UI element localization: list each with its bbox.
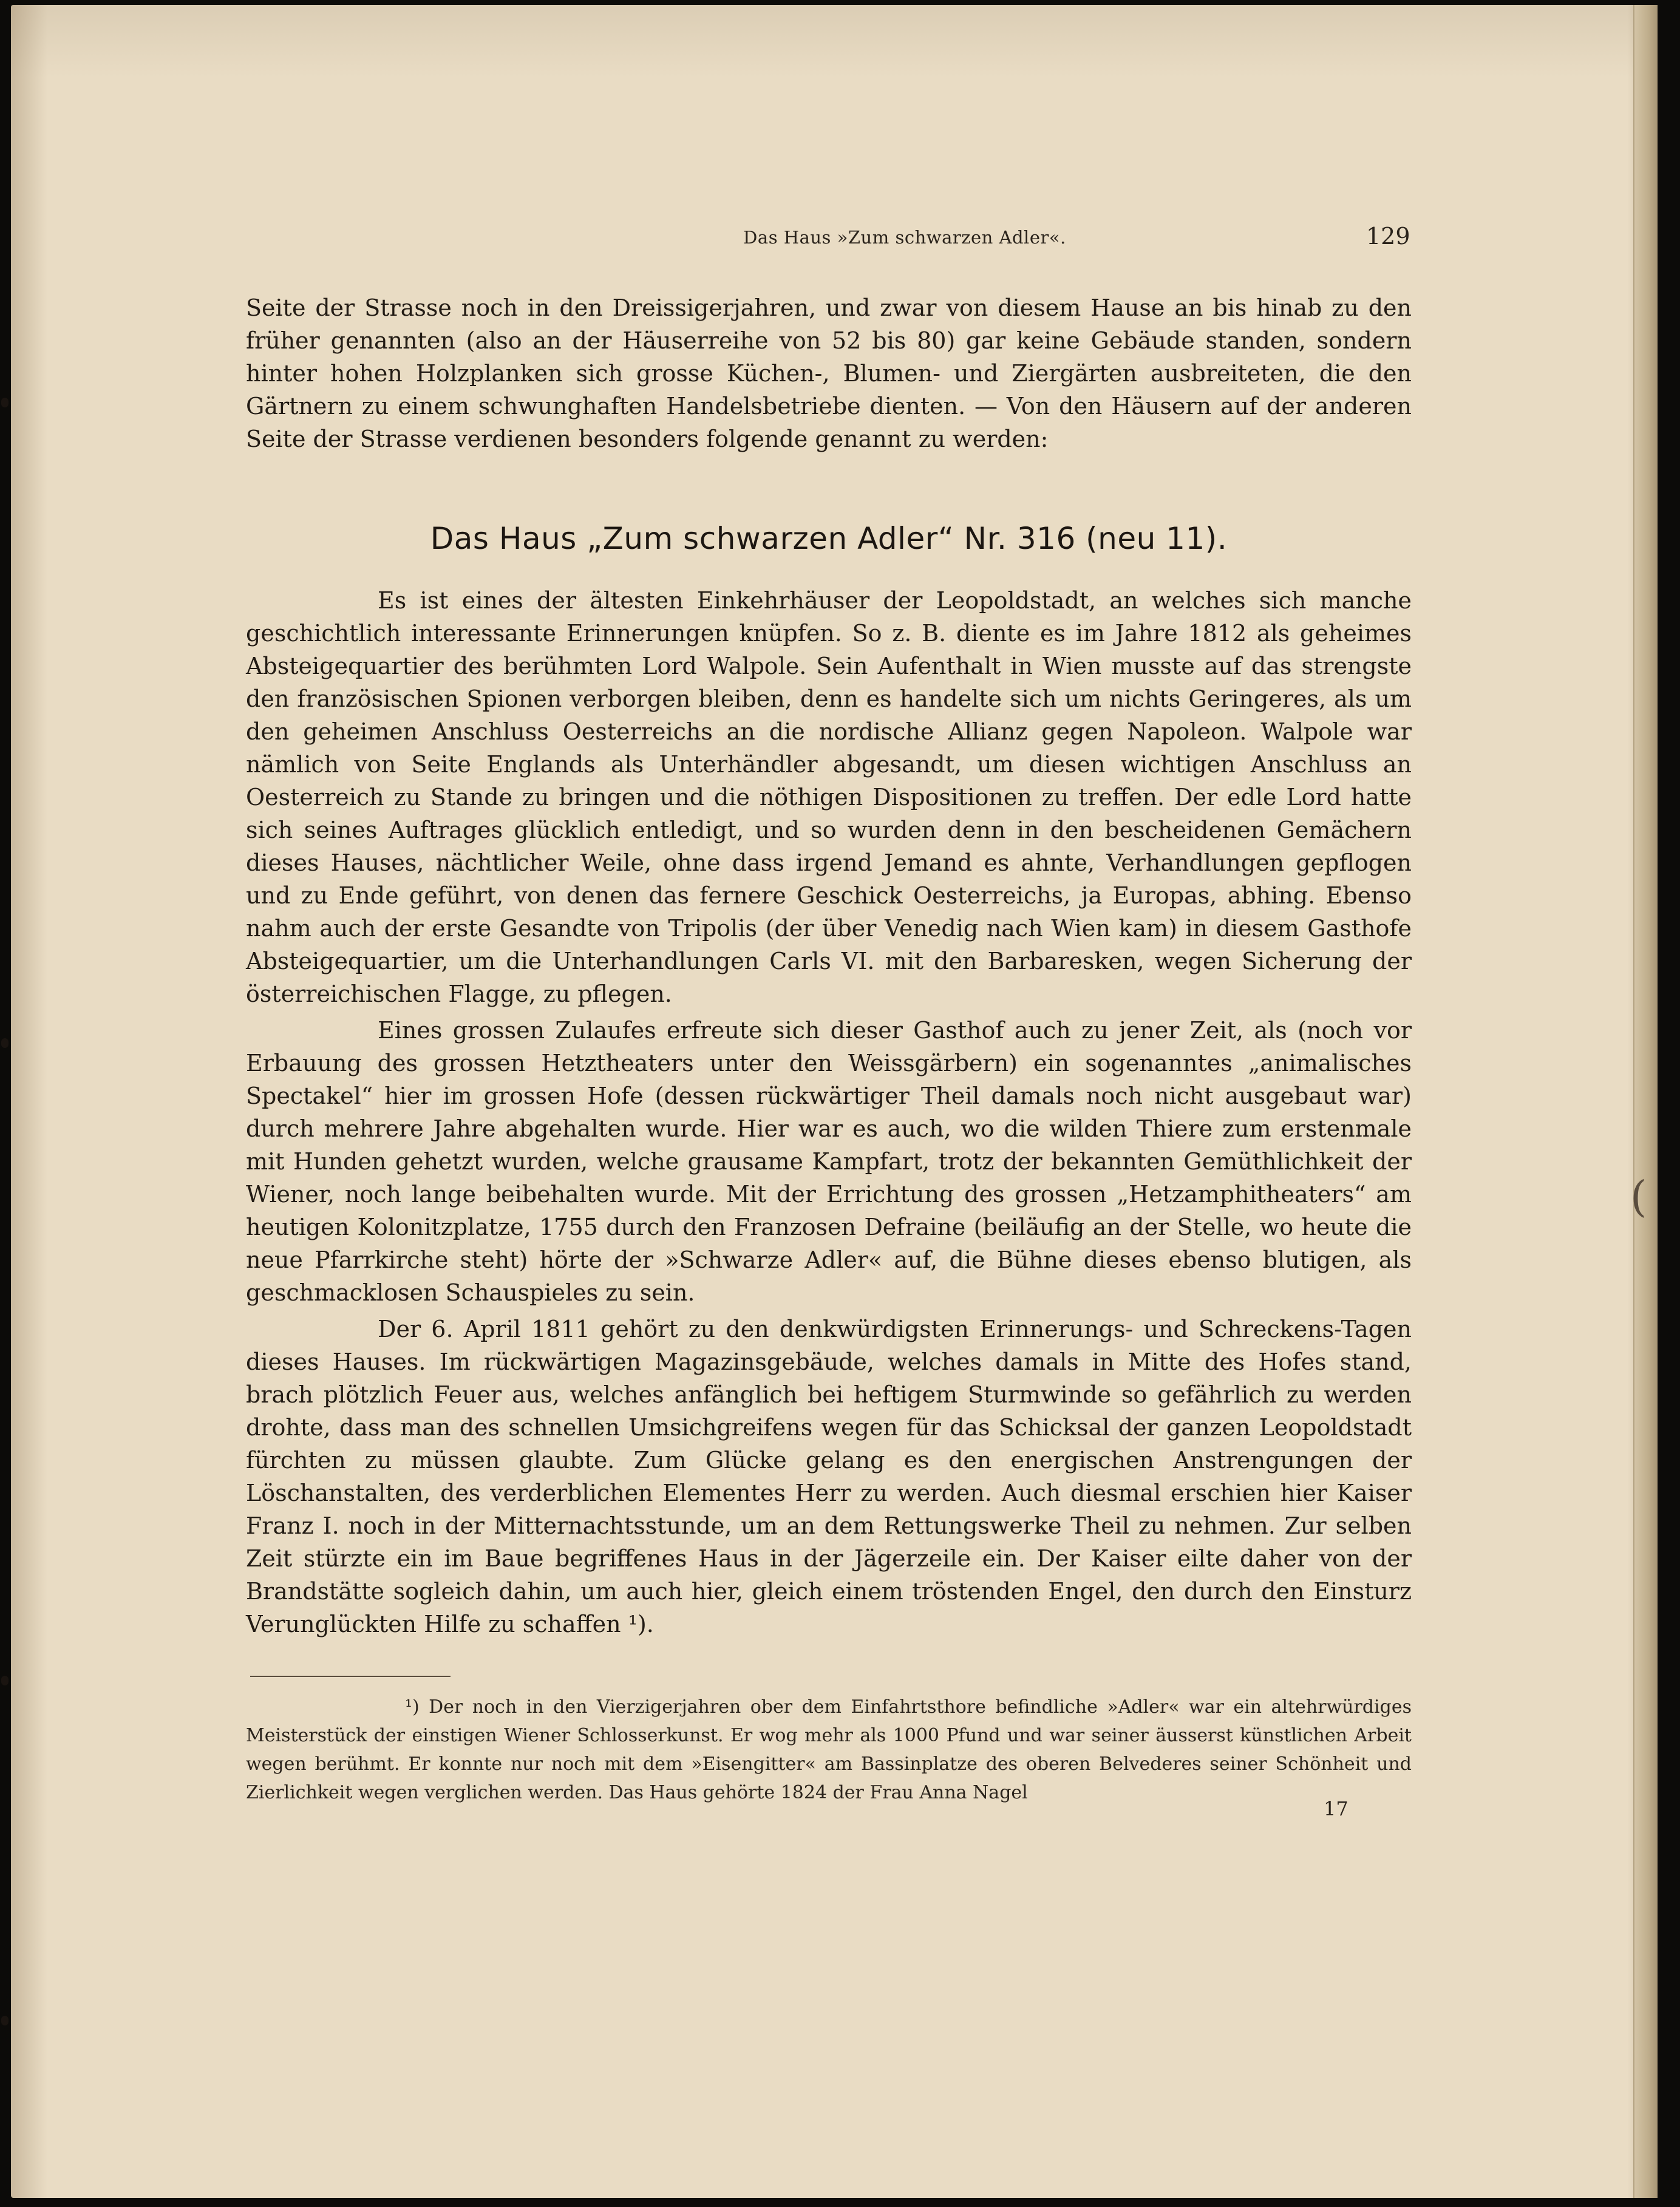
binding-hole xyxy=(1,398,9,407)
intro-paragraph xyxy=(246,291,1412,455)
footnote: ¹) Der noch in den Vierzigerjahren ober dem Einfahrtsthore befindliche »Adler« war ein altehrwürdiges Meisterstück der einstigen Wiener Schlosserkunst. Er wog mehr als 1000 Pfund und war seiner äusserst künstlichen Arbeit wegen berühmt. Er konnte nur noch mit dem »Eisengitter« am Bassinplatze des oberen Belvederes seiner Schönheit und Zierlichkeit wegen verglichen werden. Das Haus gehörte 1824 der Frau Anna Nagel xyxy=(246,1696,1412,1803)
running-head: Das Haus »Zum schwarzen Adler«. xyxy=(743,227,1066,248)
section-heading: Das Haus „Zum schwarzen Adler“ Nr. 316 (neu 11). xyxy=(430,521,1228,556)
paragraph: Eines grossen Zulaufes erfreute sich dieser Gasthof auch zu jener Zeit, als (noch vor Erbauung des grossen Hetztheaters unter den Weissgärbern) ein sogenanntes „animalisches Spectakel“ hier im grossen Hofe (dessen rückwärtiger Theil damals noch nicht ausgebaut war) durch mehrere Jahre abgehalten wurde. Hier war es auch, wo die wilden Thiere zum erstenmale mit Hunden gehetzt wurden, welche grausame Kampfart, trotz der bekannten Gemüthlichkeit der Wiener, noch lange beibehalten wurde. Mit der Errichtung des grossen „Hetzamphitheaters“ am heutigen Kolonitzplatze, 1755 durch den Franzosen Defraine (beiläufig an der Stelle, wo heute die neue Pfarrkirche steht) hörte der »Schwarze Adler« auf, die Bühne dieses ebenso blutigen, als geschmacklosen Schauspieles zu sein. xyxy=(246,1017,1412,1306)
body-text xyxy=(246,584,1412,1641)
page-number: 129 xyxy=(1366,223,1410,250)
binding-hole xyxy=(1,1038,9,1048)
binding-hole xyxy=(1,2016,9,2025)
paragraph: Der 6. April 1811 gehört zu den denkwürdigsten Erinnerungs- und Schreckens-Tagen dieses Hauses. Im rückwärtigen Magazinsgebäude, welches damals in Mitte des Hofes stand, brach plötzlich Feuer aus, welches anfänglich bei heftigem Sturmwinde so gefährlich zu werden drohte, dass man des schnellen Umsichgreifens wegen für das Schicksal der ganzen Leopoldstadt fürchten zu müssen glaubte. Zum Glücke gelang es den energischen Anstrengungen der Löschanstalten, des verderblichen Elementes Herr zu werden. Auch diesmal erschien hier Kaiser Franz I. noch in der Mitternachtsstunde, um an dem Rettungswerke Theil zu nehmen. Zur selben Zeit stürzte ein im Baue begriffenes Haus in der Jägerzeile ein. Der Kaiser eilte daher von der Brandstätte sogleich dahin, um auch hier, gleich einem tröstenden Engel, den durch den Einsturz Verunglückten Hilfe zu schaffen ¹). xyxy=(246,1316,1412,1637)
paragraph: Es ist eines der ältesten Einkehrhäuser der Leopoldstadt, an welches sich manche geschichtlich interessante Erinnerungen knüpfen. So z. B. diente es im Jahre 1812 als geheimes Absteigequartier des berühmten Lord Walpole. Sein Aufenthalt in Wien musste auf das strengste den französischen Spionen verborgen bleiben, denn es handelte sich um nichts Geringeres, als um den geheimen Anschluss Oesterreichs an die nordische Allianz gegen Napoleon. Walpole war nämlich von Seite Englands als Unterhändler abgesandt, um diesen wichtigen Anschluss an Oesterreich zu Stande zu bringen und die nöthigen Dispositionen zu treffen. Der edle Lord hatte sich seines Auftrages glücklich entledigt, und so wurden denn in den bescheidenen Gemächern dieses Hauses, nächtlicher Weile, ohne dass irgend Jemand es ahnte, Verhandlungen gepflogen und zu Ende geführt, von denen das fernere Geschick Oesterreichs, ja Europas, abhing. Ebenso nahm auch der erste Gesandte von Tripolis (der über Venedig nach Wien kam) in diesem Gasthofe Absteigequartier, um die Unterhandlungen Carls VI. mit den Barbaresken, wegen Sicherung der österreichischen Flagge, zu pflegen. xyxy=(246,587,1412,1007)
binding-hole xyxy=(1,1676,9,1685)
footnote-divider xyxy=(250,1676,451,1677)
page-edge xyxy=(1633,5,1658,2198)
margin-pencil-mark: ( xyxy=(1630,1172,1647,1222)
paragraph-text: Seite der Strasse noch in den Dreissigerjahren, und zwar von diesem Hause an bis hinab zu den früher genannten (also an der Häuserreihe von 52 bis 80) gar keine Gebäude standen, sondern hinter hohen Holzplanken sich grosse Küchen-, Blumen- und Ziergärten ausbreiteten, die den Gärtnern zu einem schwunghaften Handelsbetriebe dienten. — Von den Häusern auf der anderen Seite der Strasse verdienen besonders folgende genannt zu werden: xyxy=(246,294,1412,452)
signature-mark: 17 xyxy=(1324,1797,1348,1820)
